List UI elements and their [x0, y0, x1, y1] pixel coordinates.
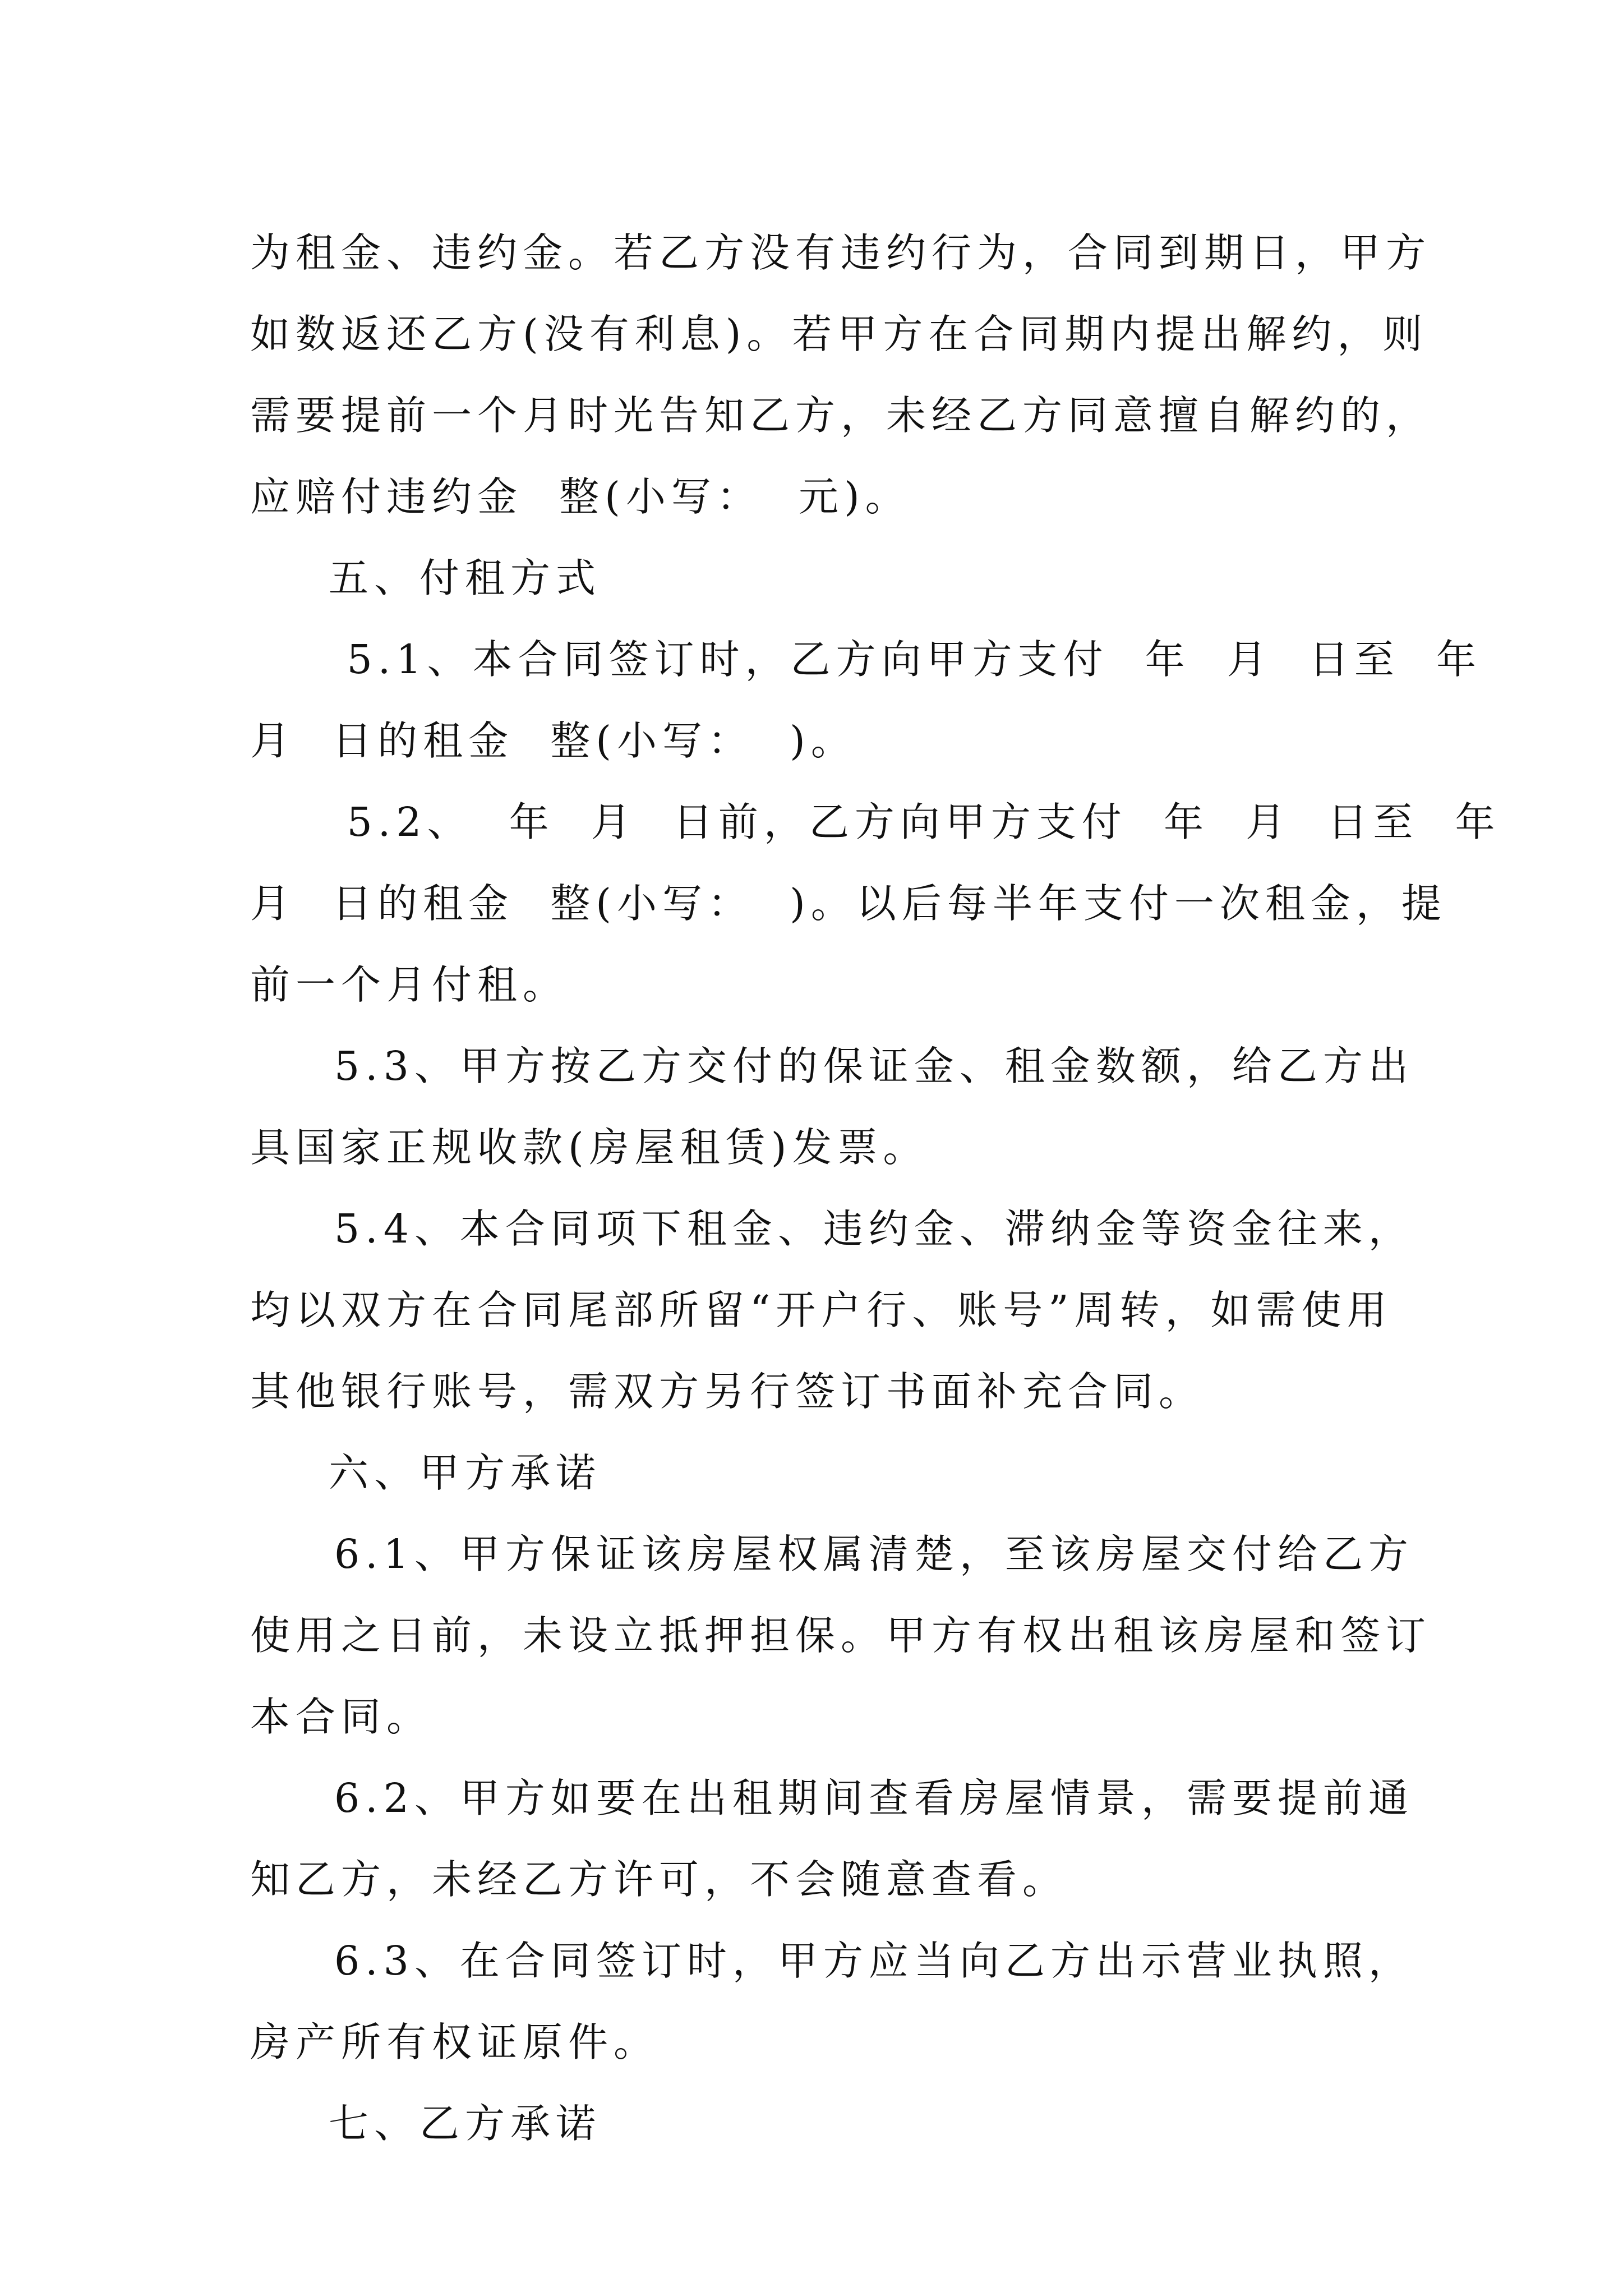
paragraph-line: 如数返还乙方(没有利息)。若甲方在合同期内提出解约，则	[250, 311, 1428, 357]
paragraph-line: 需要提前一个月时光告知乙方，未经乙方同意擅自解约的，	[250, 392, 1432, 439]
paragraph-line: 月 日的租金 整(小写： )。以后每半年支付一次租金，提	[250, 880, 1447, 927]
paragraph-line: 应赔付违约金 整(小写： 元)。	[250, 473, 911, 520]
clause-6-3: 6.3、在合同签订时，甲方应当向乙方出示营业执照，	[334, 1938, 1414, 1984]
section-heading-landlord-promise: 六、甲方承诺	[329, 1450, 602, 1496]
paragraph-line: 房产所有权证原件。	[250, 2019, 660, 2065]
paragraph-line: 均以双方在合同尾部所留“开户行、账号”周转，如需使用	[250, 1287, 1393, 1333]
clause-5-3: 5.3、甲方按乙方交付的保证金、租金数额，给乙方出	[334, 1043, 1414, 1089]
clause-5-4: 5.4、本合同项下租金、违约金、滞纳金等资金往来，	[334, 1205, 1414, 1252]
document-body	[250, 212, 1501, 2164]
section-heading-payment: 五、付租方式	[329, 555, 602, 601]
paragraph-line: 前一个月付租。	[250, 961, 569, 1008]
paragraph-line: 其他银行账号，需双方另行签订书面补充合同。	[250, 1368, 1205, 1415]
paragraph-line: 使用之日前，未设立抵押担保。甲方有权出租该房屋和签订	[250, 1612, 1432, 1659]
paragraph-line: 本合同。	[250, 1694, 432, 1740]
clause-5-2: 5.2、 年 月 日前，乙方向甲方支付 年 月 日至 年	[329, 799, 1501, 845]
paragraph-line: 为租金、违约金。若乙方没有违约行为，合同到期日，甲方	[250, 229, 1432, 276]
section-heading-tenant-promise: 七、乙方承诺	[329, 2100, 602, 2147]
clause-6-2: 6.2、甲方如要在出租期间查看房屋情景，需要提前通	[334, 1775, 1414, 1821]
paragraph-line: 月 日的租金 整(小写： )。	[250, 717, 856, 764]
paragraph-line: 知乙方，未经乙方许可，不会随意查看。	[250, 1856, 1068, 1903]
paragraph-line: 具国家正规收款(房屋租赁)发票。	[250, 1124, 929, 1171]
clause-6-1: 6.1、甲方保证该房屋权属清楚，至该房屋交付给乙方	[334, 1531, 1414, 1577]
clause-5-1: 5.1、本合同签订时，乙方向甲方支付 年 月 日至 年	[329, 636, 1482, 683]
